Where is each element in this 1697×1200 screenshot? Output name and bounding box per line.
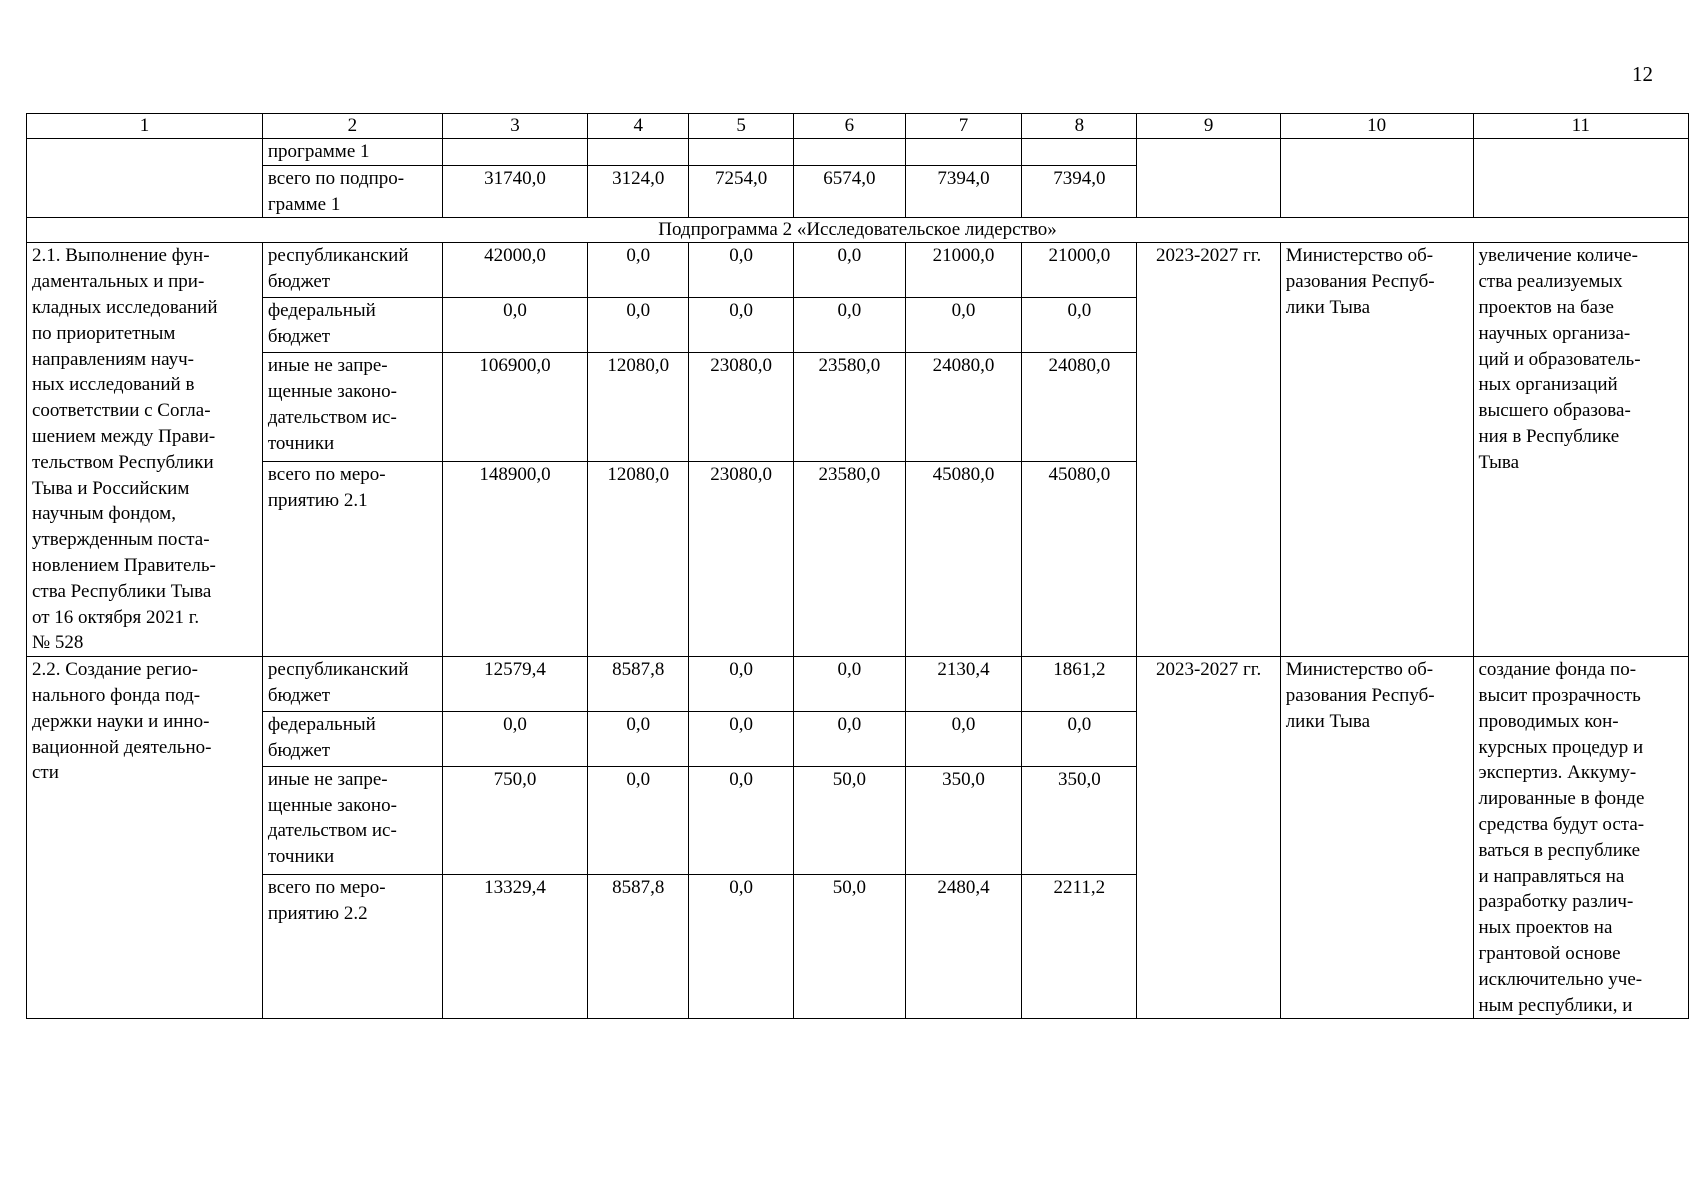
column-number-4: 4 bbox=[588, 114, 689, 139]
value-cell: 23580,0 bbox=[793, 353, 905, 462]
value-cell: 31740,0 bbox=[442, 165, 587, 218]
column-number-10: 10 bbox=[1280, 114, 1473, 139]
executor-cell bbox=[1280, 139, 1473, 218]
value-cell: 0,0 bbox=[689, 243, 793, 298]
value-cell: 0,0 bbox=[689, 711, 793, 766]
program-table bbox=[26, 113, 1689, 1019]
item-name-cell bbox=[27, 139, 263, 218]
subprogram-2-header-row bbox=[27, 218, 1689, 243]
value-cell: 2130,4 bbox=[905, 657, 1021, 712]
value-cell: 0,0 bbox=[793, 298, 905, 353]
value-cell: 50,0 bbox=[793, 766, 905, 875]
expected-result: создание фонда по- высит прозрачность проводимых кон- курсных процедур и экспертиз. Аккуму- лированные в фонде средства будут оста- ваться в республике и направляться на разработку различ- ных проектов на грантовой основе исключительно уче- ным республики, и bbox=[1473, 657, 1689, 1019]
column-number-2: 2 bbox=[262, 114, 442, 139]
value-cell: 50,0 bbox=[793, 875, 905, 1019]
value-cell: 12579,4 bbox=[442, 657, 587, 712]
funding-source-label: федеральный бюджет bbox=[262, 298, 442, 353]
value-cell: 0,0 bbox=[588, 298, 689, 353]
period-cell bbox=[1137, 139, 1280, 218]
value-cell bbox=[905, 139, 1021, 166]
funding-source-label: республиканский бюджет bbox=[262, 657, 442, 712]
value-cell: 0,0 bbox=[793, 711, 905, 766]
responsible-executor: Министерство об- разования Респуб- лики Тыва bbox=[1280, 243, 1473, 657]
value-cell: 42000,0 bbox=[442, 243, 587, 298]
measure-name: 2.1. Выполнение фун- даментальных и при- кладных исследований по приоритетным направлениям науч- ных исследований в соответствии с Согла- шением между Прави- тельством Республики Тыва и Российским научным фондом, утвержденным поста- новлением Правитель- ства Республики Тыва от 16 октября 2021 г. № 528 bbox=[27, 243, 263, 657]
value-cell: 0,0 bbox=[905, 711, 1021, 766]
value-cell: 24080,0 bbox=[905, 353, 1021, 462]
value-cell: 23080,0 bbox=[689, 353, 793, 462]
column-number-6: 6 bbox=[793, 114, 905, 139]
value-cell: 0,0 bbox=[793, 243, 905, 298]
funding-source-label: всего по меро- приятию 2.2 bbox=[262, 875, 442, 1019]
value-cell: 0,0 bbox=[1022, 298, 1137, 353]
value-cell bbox=[793, 139, 905, 166]
value-cell: 0,0 bbox=[793, 657, 905, 712]
funding-source-label: республиканский бюджет bbox=[262, 243, 442, 298]
funding-source-label: федеральный бюджет bbox=[262, 711, 442, 766]
measure-2-row-1 bbox=[27, 657, 1689, 712]
value-cell: 0,0 bbox=[442, 298, 587, 353]
result-cell bbox=[1473, 139, 1689, 218]
column-number-11: 11 bbox=[1473, 114, 1689, 139]
value-cell: 12080,0 bbox=[588, 461, 689, 656]
value-cell: 2480,4 bbox=[905, 875, 1021, 1019]
value-cell: 7394,0 bbox=[1022, 165, 1137, 218]
value-cell: 7254,0 bbox=[689, 165, 793, 218]
value-cell: 23080,0 bbox=[689, 461, 793, 656]
value-cell: 12080,0 bbox=[588, 353, 689, 462]
value-cell: 0,0 bbox=[588, 711, 689, 766]
value-cell: 3124,0 bbox=[588, 165, 689, 218]
value-cell: 45080,0 bbox=[1022, 461, 1137, 656]
page-number: 12 bbox=[1632, 62, 1653, 86]
responsible-executor: Министерство об- разования Респуб- лики Тыва bbox=[1280, 657, 1473, 1019]
column-number-row bbox=[27, 114, 1689, 139]
funding-source-label: иные не запре- щенные законо- дательством ис- точники bbox=[262, 353, 442, 462]
value-cell: 0,0 bbox=[1022, 711, 1137, 766]
value-cell: 13329,4 bbox=[442, 875, 587, 1019]
source-label: программе 1 bbox=[262, 139, 442, 166]
column-number-9: 9 bbox=[1137, 114, 1280, 139]
value-cell: 8587,8 bbox=[588, 657, 689, 712]
value-cell: 0,0 bbox=[689, 875, 793, 1019]
value-cell: 0,0 bbox=[442, 711, 587, 766]
funding-source-label: всего по меро- приятию 2.1 bbox=[262, 461, 442, 656]
value-cell: 0,0 bbox=[588, 766, 689, 875]
value-cell: 0,0 bbox=[905, 298, 1021, 353]
value-cell: 21000,0 bbox=[905, 243, 1021, 298]
measure-1-row-1 bbox=[27, 243, 1689, 298]
value-cell: 1861,2 bbox=[1022, 657, 1137, 712]
subprogram-2-title: Подпрограмма 2 «Исследовательское лидерство» bbox=[27, 218, 1689, 243]
value-cell: 23580,0 bbox=[793, 461, 905, 656]
value-cell: 21000,0 bbox=[1022, 243, 1137, 298]
value-cell: 0,0 bbox=[689, 298, 793, 353]
source-label: всего по подпро- грамме 1 bbox=[262, 165, 442, 218]
value-cell bbox=[442, 139, 587, 166]
value-cell bbox=[689, 139, 793, 166]
value-cell: 148900,0 bbox=[442, 461, 587, 656]
value-cell: 106900,0 bbox=[442, 353, 587, 462]
value-cell: 7394,0 bbox=[905, 165, 1021, 218]
table-body bbox=[27, 114, 1689, 1019]
implementation-period: 2023-2027 гг. bbox=[1137, 657, 1280, 1019]
value-cell bbox=[588, 139, 689, 166]
value-cell: 24080,0 bbox=[1022, 353, 1137, 462]
value-cell: 6574,0 bbox=[793, 165, 905, 218]
value-cell: 350,0 bbox=[905, 766, 1021, 875]
subprogram-1-continued-row bbox=[27, 139, 1689, 166]
column-number-1: 1 bbox=[27, 114, 263, 139]
value-cell: 0,0 bbox=[689, 766, 793, 875]
column-number-5: 5 bbox=[689, 114, 793, 139]
value-cell: 2211,2 bbox=[1022, 875, 1137, 1019]
value-cell: 8587,8 bbox=[588, 875, 689, 1019]
value-cell: 350,0 bbox=[1022, 766, 1137, 875]
funding-source-label: иные не запре- щенные законо- дательством ис- точники bbox=[262, 766, 442, 875]
value-cell: 45080,0 bbox=[905, 461, 1021, 656]
column-number-7: 7 bbox=[905, 114, 1021, 139]
value-cell: 750,0 bbox=[442, 766, 587, 875]
implementation-period: 2023-2027 гг. bbox=[1137, 243, 1280, 657]
value-cell bbox=[1022, 139, 1137, 166]
expected-result: увеличение количе- ства реализуемых проектов на базе научных организа- ций и образователь- ных организаций высшего образова- ния в Республике Тыва bbox=[1473, 243, 1689, 657]
value-cell: 0,0 bbox=[588, 243, 689, 298]
measure-name: 2.2. Создание регио- нального фонда под- держки науки и инно- вационной деятельно- сти bbox=[27, 657, 263, 1019]
column-number-3: 3 bbox=[442, 114, 587, 139]
value-cell: 0,0 bbox=[689, 657, 793, 712]
column-number-8: 8 bbox=[1022, 114, 1137, 139]
